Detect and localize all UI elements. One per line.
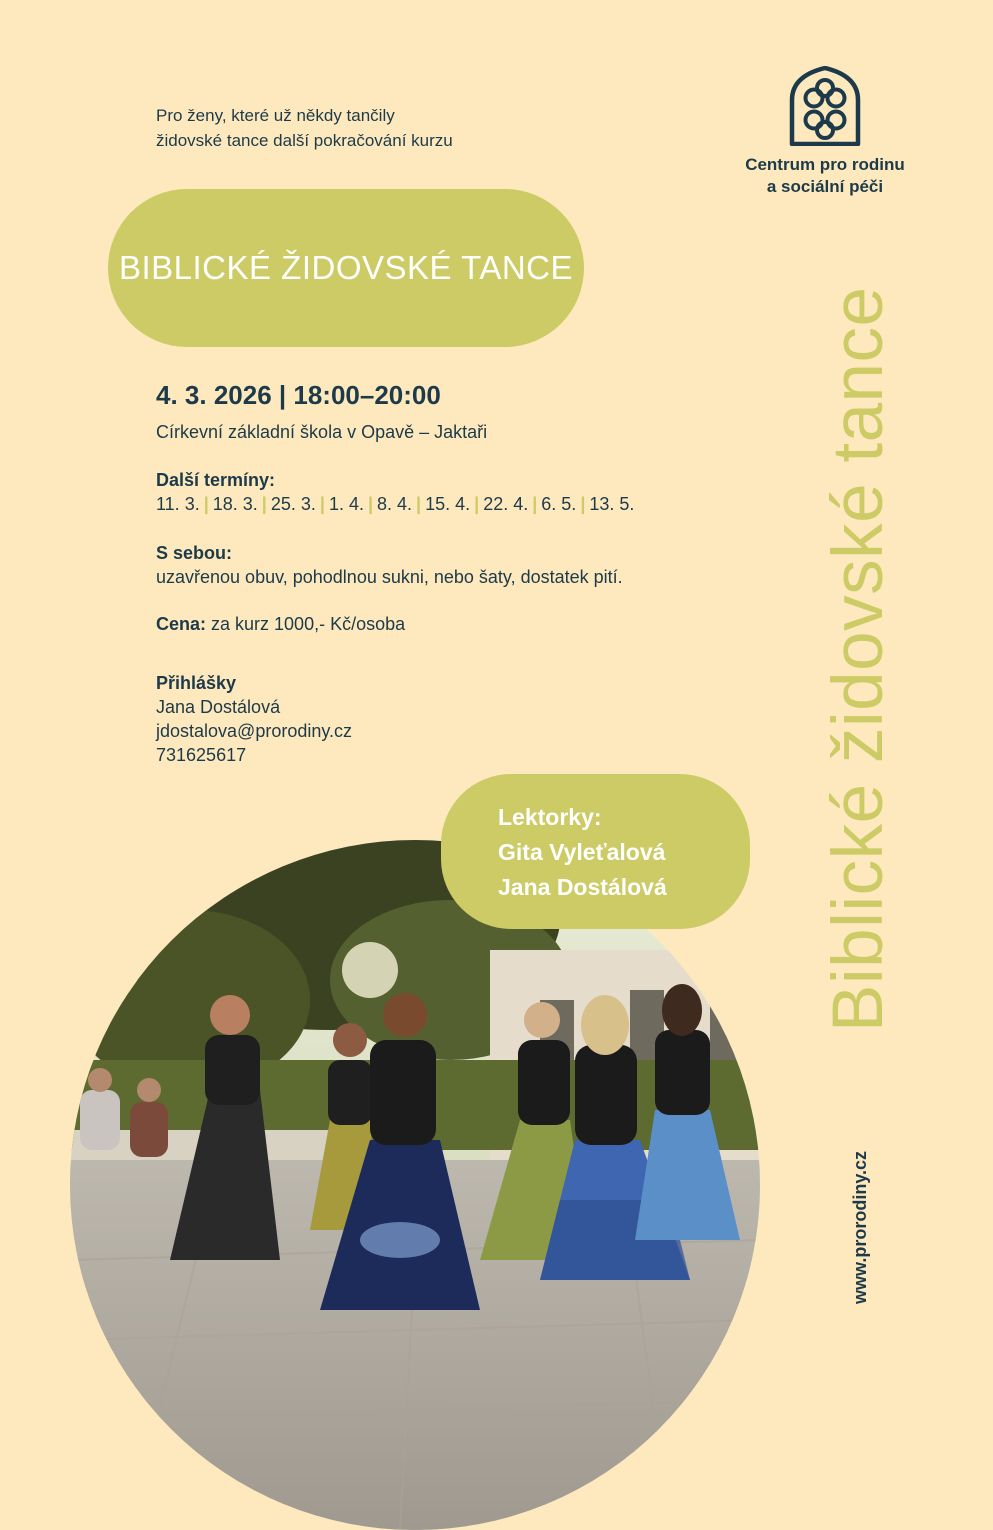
further-date: 8. 4. (377, 494, 413, 514)
date-separator: | (367, 494, 374, 514)
lecturers-label: Lektorky: (498, 804, 602, 830)
signup-email[interactable]: jdostalova@prorodiny.cz (156, 721, 353, 741)
price-text: za kurz 1000,- Kč/osoba (206, 614, 406, 634)
event-venue: Církevní základní škola v Opavě – Jaktaři (156, 422, 488, 442)
side-title: Biblické židovské tance (819, 286, 898, 1032)
event-date-time: 4. 3. 2026 | 18:00–20:00 (156, 380, 441, 410)
church-window-logo-icon (788, 66, 862, 146)
price-label: Cena: (156, 614, 207, 634)
intro-line-1: Pro ženy, které už někdy tančily (156, 106, 395, 125)
logo-line-2: a sociální péči (766, 177, 884, 196)
further-dates-list (156, 492, 634, 516)
lecturer-name: Jana Dostálová (498, 874, 667, 900)
price-section (156, 612, 405, 636)
date-separator: | (261, 494, 267, 514)
signup-label: Přihlášky (156, 673, 237, 693)
date-separator: | (416, 494, 422, 514)
further-date: 13. 5. (589, 494, 635, 514)
further-date: 22. 4. (483, 494, 529, 514)
lecturer-name: Gita Vyleťalová (498, 839, 666, 865)
organization-logo (720, 66, 930, 198)
intro-line-2: židovské tance další pokračování kurzu (156, 131, 453, 150)
date-separator: | (580, 494, 586, 514)
logo-line-1: Centrum pro rodinu (745, 155, 905, 174)
further-date: 15. 4. (425, 494, 471, 514)
further-dates (156, 468, 634, 516)
further-date: 11. 3. (156, 494, 200, 514)
date-separator: | (319, 494, 325, 514)
signup-phone[interactable]: 731625617 (156, 745, 247, 765)
further-date: 25. 3. (270, 494, 316, 514)
bring-text: uzavřenou obuv, pohodlnou sukni, nebo šaty, dostatek pití. (156, 567, 623, 587)
date-separator: | (203, 494, 209, 514)
website-link[interactable]: www.prorodiny.cz (850, 1150, 870, 1304)
bring-section (156, 541, 623, 589)
signup-name: Jana Dostálová (156, 697, 281, 717)
lecturers-banner (441, 774, 750, 929)
further-date: 18. 3. (212, 494, 258, 514)
bring-label: S sebou: (156, 543, 233, 563)
dance-photo (70, 840, 760, 1530)
date-separator: | (532, 494, 538, 514)
page-title: BIBLICKÉ ŽIDOVSKÉ TANCE (118, 249, 574, 286)
signup-section (156, 671, 352, 767)
date-separator: | (474, 494, 480, 514)
further-date: 6. 5. (541, 494, 577, 514)
intro-text (156, 103, 453, 153)
title-banner (108, 189, 584, 347)
further-dates-label: Další termíny: (156, 470, 276, 490)
further-date: 1. 4. (328, 494, 364, 514)
